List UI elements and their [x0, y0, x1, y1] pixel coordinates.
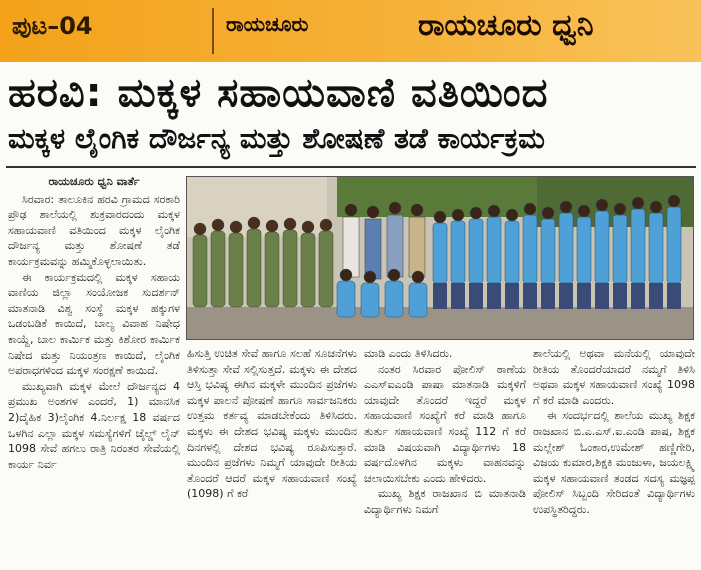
article-column-4	[533, 346, 695, 518]
paragraph: ಶಾಲೆಯಲ್ಲಿ ಅಥವಾ ಮನೆಯಲ್ಲಿ ಯಾವುದೇ ರೀತಿಯ ತೊಂದರೆಯಾದರೆ ನಮ್ಮಗೆ ತಿಳಿಸಿ ಅಥವಾ ಮಕ್ಕಳ ಸಹಾಯವಾಣಿ ಸಂಖ್ಯೆ 1098 ಗೆ ಕರೆ ಮಾಡಿ ಎಂದರು.	[533, 347, 695, 407]
article-column-2	[187, 346, 357, 502]
masthead-divider	[212, 8, 214, 54]
group-photo	[186, 176, 694, 340]
group-photo-icon	[187, 177, 694, 340]
masthead-band	[0, 0, 701, 62]
byline: ರಾಯಚೂರು ಧ್ವನಿ ವಾರ್ತೆ	[48, 175, 140, 188]
section-place: ರಾಯಚೂರು	[226, 12, 309, 36]
paragraph: ಸಿರವಾರ: ತಾಲೂಕಿನ ಹರವಿ ಗ್ರಾಮದ ಸರಕಾರಿ ಪ್ರೌಢ ಶಾಲೆಯಲ್ಲಿ ಶುಕ್ರವಾರದಂದು ಮಕ್ಕಳ ಸಹಾಯವಾಣಿ ವತಿಯಿಂದ ಮಕ್ಕಳ ಲೈಂಗಿಕ ದೌರ್ಜನ್ಯ ಮತ್ತು ಶೋಷಣೆ ತಡೆ ಕಾರ್ಯಕ್ರಮವನ್ನು ಹಮ್ಮಿಕೊಳ್ಳಲಾಯಿತು.	[8, 192, 180, 268]
page-number: ಪುಟ–04	[12, 12, 93, 40]
paragraph: ಈ ಸಂದರ್ಭದಲ್ಲಿ ಶಾಲೆಯ ಮುಖ್ಯ ಶಿಕ್ಷಕ ರಾಜಖಾನ ಬಿ.ಎ.ಎಸ್.ಐ.ಎಂಡಿ ಪಾಷ, ಶಿಕ್ಷಕ ಮಲ್ಲೇಶ್ ಓಂಕಾರ,ಉಮೇಶ್ ಹಣ್ಣಿಗೇರಿ, ವಿಜಯ ಕುಮಾರ,ಶಿಕ್ಷಕಿ ಮಂಜುಳಾ, ಜಯಲಕ್ಷ್ಮಿ ಮಕ್ಕಳ ಸಹಾಯವಾಣಿ ತಂಡದ ಸದಸ್ಯ ಮಜ್ಞಪ್ಪ ಪೋಲಿಸ್ ಸಿಬ್ಬಂದಿ ಸೇರಿದಂತೆ ವಿದ್ಯಾರ್ಥಿಗಳು ಉಪಸ್ಥಿತರಿದ್ದರು.	[533, 409, 695, 516]
article-column-3	[364, 346, 526, 518]
article-column-1	[8, 174, 180, 472]
article-subheadline: ಮಕ್ಕಳ ಲೈಂಗಿಕ ದೌರ್ಜನ್ಯ ಮತ್ತು ಶೋಷಣೆ ತಡೆ ಕಾರ್ಯಕ್ರಮ	[8, 122, 545, 155]
paragraph: ಈ ಕಾರ್ಯಕ್ರಮದಲ್ಲಿ ಮಕ್ಕಳ ಸಹಾಯ ವಾಣಿಯ ಜಿಲ್ಲಾ ಸಂಯೋಜಕ ಸುದರ್ಶನ್ ಮಾತನಾಡಿ ವಿಶ್ವ ಸಂಸ್ಥೆ ಮಕ್ಕಳ ಹಕ್ಕುಗಳ ಒಡಂಬಡಿಕೆ ಕಾಯಿದೆ, ಬಾಲ್ಯ ವಿವಾಹ ನಿಷೇಧ ಕಾಯ್ದೆ, ಬಾಲ ಕಾರ್ಮಿಕ ಮತ್ತು ಕಿಶೋರ ಕಾರ್ಮಿಕ ನಿಷೇದ ಮತ್ತು ನಿಯಂತ್ರಣ ಕಾಯಿದೆ, ಲೈಂಗಿಕ ಅಪರಾಧಗಳಿಂದ ಮಕ್ಕಳ ಸಂರಕ್ಷಣೆ ಕಾಯಿದೆ.	[8, 270, 180, 378]
paragraph: ನಂತರ ಸಿರವಾರ ಪೋಲಿಸ್ ಠಾಣೆಯ ಎಎಸ್‌ಐಎಂಡಿ ಪಾಷಾ ಮಾತನಾಡಿ ಮಕ್ಕಳಿಗೆ ಯಾವುದೇ ತೊಂದರೆ ಇದ್ದರೆ ಮಕ್ಕಳ ಸಹಾಯವಾಣಿ ಸಂಖ್ಯೆಗೆ ಕರೆ ಮಾಡಿ ಹಾಗೂ ತುರ್ತು ಸಹಾಯವಾಣಿ ಸಂಖ್ಯೆ 112 ಗೆ ಕರೆ ಮಾಡಿ ವಿಷಯವಾಗಿ ವಿದ್ಯಾರ್ಥಿಗಳು 18 ವರ್ಷದೊಳಗಿನ ಮಕ್ಕಳು ವಾಹನವನ್ನು ಚಲಾಯಿಸಬೇಕು ಎಂದು ಹೇಳಿದರು.	[364, 362, 526, 485]
paragraph: ಮುಖ್ಯ ಶಿಕ್ಷಕ ರಾಜಖಾನ ಬಿ ಮಾತನಾಡಿ ವಿದ್ಯಾರ್ಥಿಗಳು ನಿಮಗೆ	[364, 487, 526, 516]
paragraph: ಮುಖ್ಯವಾಗಿ ಮಕ್ಕಳ ಮೇಲೆ ದೌರ್ಜನ್ಯದ 4 ಪ್ರಮುಖ ಅಂಶಗಳ ಎಂದರೆ, 1) ಮಾನಸಿಕ 2)ದೈಹಿಕ 3)ಲೈಂಗಿಕ 4.ನಿರ್ಲಕ್ಷ 18 ವರ್ಷದ ಒಳಗಿನ ಎಲ್ಲಾ ಮಕ್ಕಳ ಸಮಸ್ಯೆಗಳಿಗೆ ಚೈಲ್ಡ್ ಲೈನ್ 1098 ಸೇವೆ ಹಗಲು ರಾತ್ರಿ ನಿರಂತರ ಸೇವೆಯಲ್ಲಿ ಕಾರ್ಯ ನಿರ್ವ	[8, 379, 180, 471]
article-headline: ಹರವಿ: ಮಕ್ಕಳ ಸಹಾಯವಾಣಿ ವತಿಯಿಂದ	[8, 70, 549, 116]
paragraph: ಹಿಸುತ್ತಿ ಉಚಿತ ಸೇವೆ ಹಾಗೂ ಸಲಹೆ ಸೂಚನೆಗಳು ತಿಳಿಸುತ್ತಾ ಸೇವೆ ಸಲ್ಲಿಸುತ್ತದೆ. ಮಕ್ಕಳು ಈ ದೇಶದ ಆಸ್ತಿ ಭವಿಷ್ಯ ಈಗಿನ ಮಕ್ಕಳೇ ಮುಂದಿನ ಪ್ರಜೆಗಳು ಮಕ್ಕಳ ಪಾಲನೆ ಪೋಷಣೆ ಹಾಗೂ ಸಾರ್ವಜನಿಕರು ಉತ್ತಮ ಕರ್ತವ್ಯ ಮಾಡಬೇಕೆಂದು ತಿಳಿಸಿದರು. ಮಕ್ಕಳು ಈ ದೇಶದ ಭವಿಷ್ಯ ಮಕ್ಕಳು ಮುಂದಿನ ದಿನಗಳಲ್ಲಿ ದೇಶದ ಭವಿಷ್ಯ ರೂಪಿಸುತ್ತಾರೆ. ಮುಂದಿನ ಪ್ರಜೆಗಳು ನಿಮ್ಮಗೆ ಯಾವುದೇ ರೀತಿಯ ತೊಂದರೆ ಆದರೆ ಮಕ್ಕಳ ಸಹಾಯವಾಣಿ ಸಂಖ್ಯೆ (1098) ಗೆ ಕರೆ	[187, 347, 357, 501]
paragraph: ಮಾಡಿ ಎಂದು ತಿಳಿಸಿದರು.	[364, 347, 453, 360]
headline-rule	[6, 166, 696, 168]
paper-name: ರಾಯಚೂರು ಧ್ವನಿ	[418, 8, 594, 43]
